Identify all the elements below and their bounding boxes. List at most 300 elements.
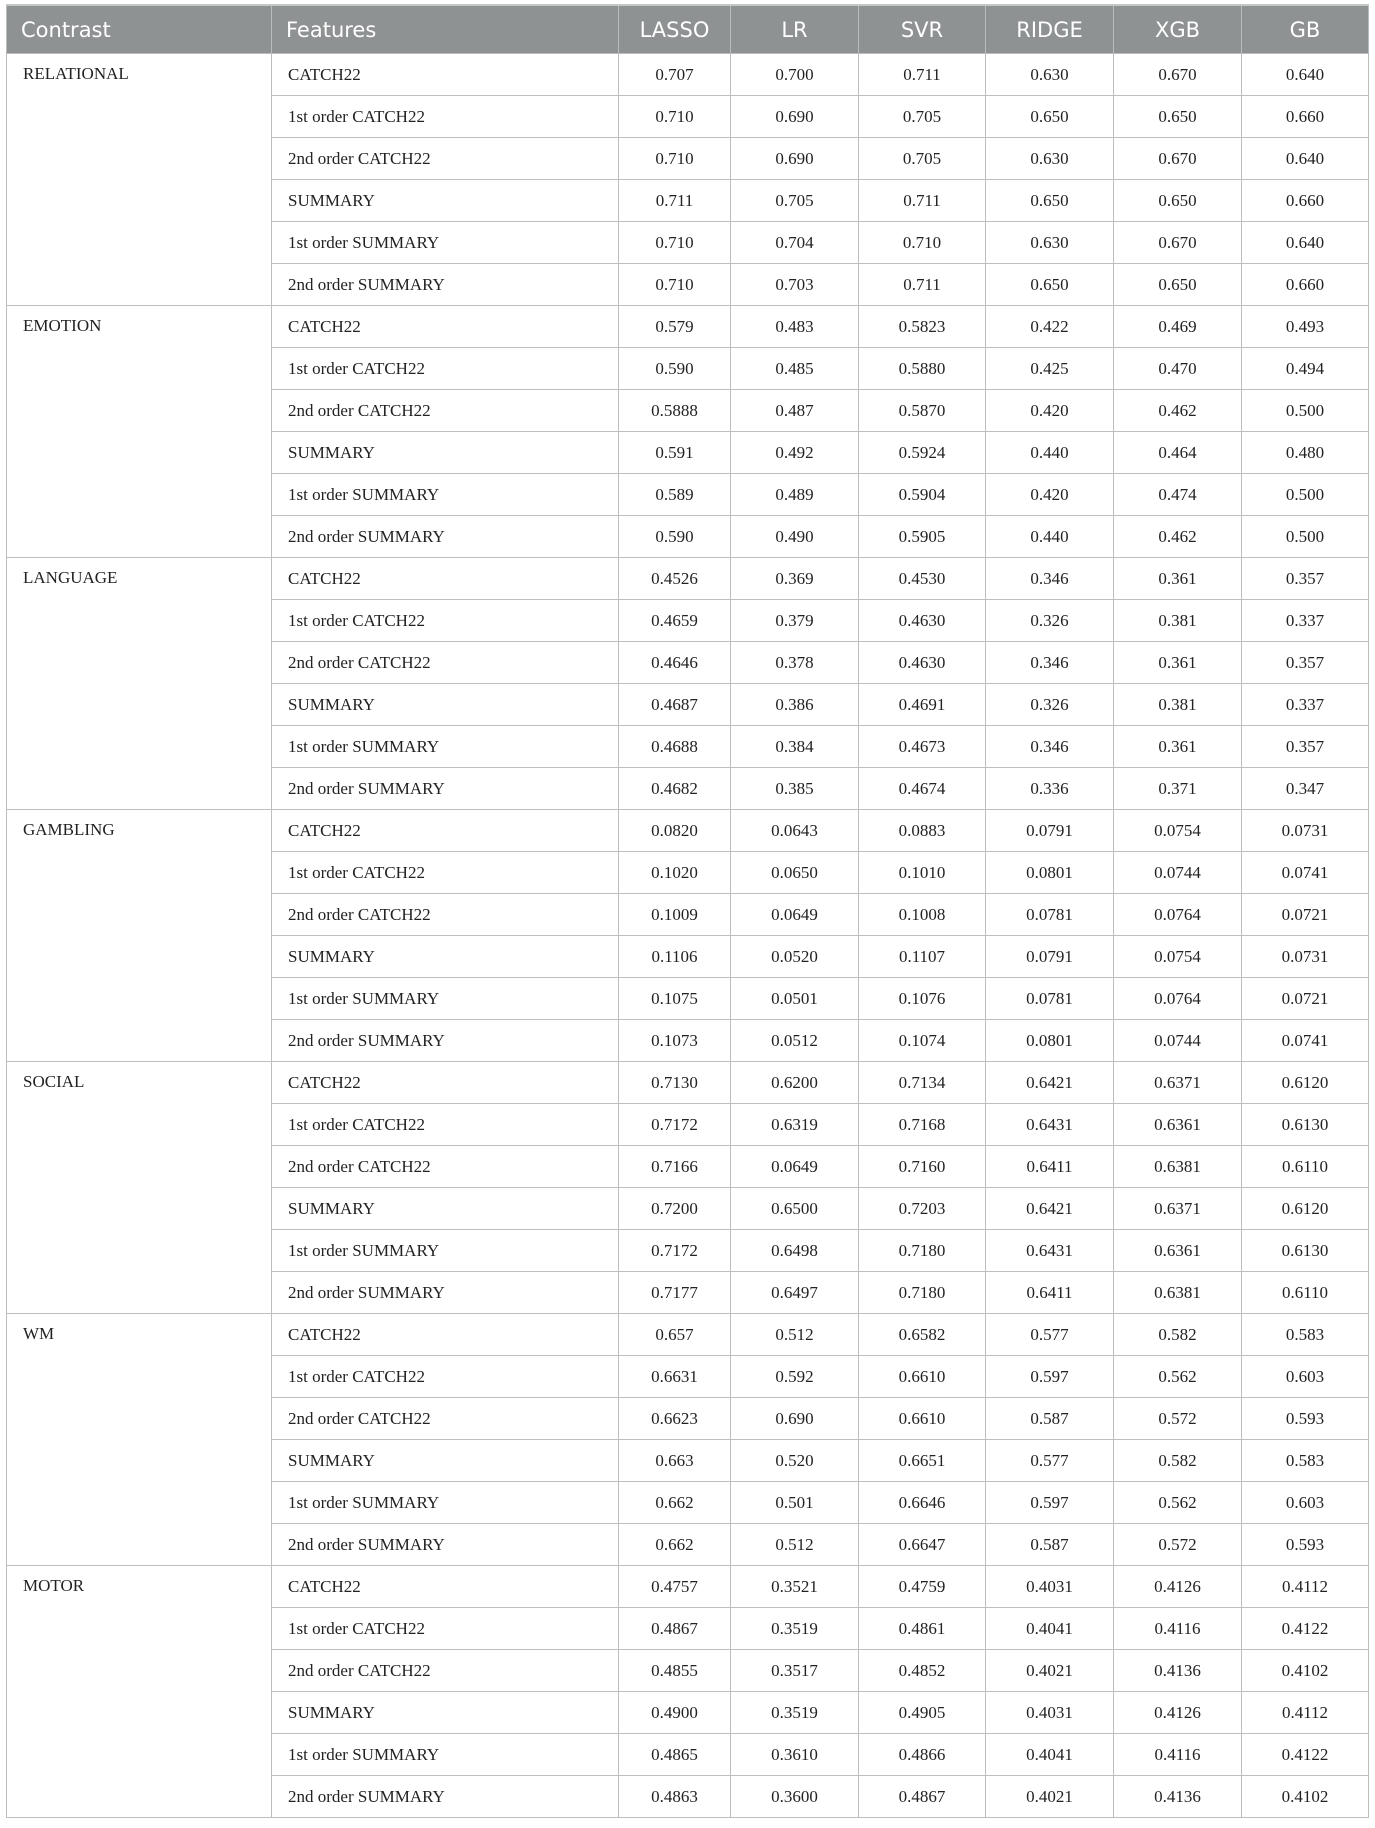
value-cell-ridge: 0.630 bbox=[986, 222, 1114, 264]
value-cell-lr: 0.0649 bbox=[731, 894, 859, 936]
feature-cell: SUMMARY bbox=[272, 1440, 619, 1482]
value-cell-gb: 0.6110 bbox=[1242, 1146, 1369, 1188]
value-cell-lasso: 0.1020 bbox=[619, 852, 731, 894]
value-cell-xgb: 0.371 bbox=[1114, 768, 1242, 810]
value-cell-svr: 0.4866 bbox=[859, 1734, 986, 1776]
value-cell-ridge: 0.336 bbox=[986, 768, 1114, 810]
value-cell-gb: 0.0731 bbox=[1242, 810, 1369, 852]
value-cell-ridge: 0.4021 bbox=[986, 1650, 1114, 1692]
feature-cell: SUMMARY bbox=[272, 1188, 619, 1230]
value-cell-lr: 0.512 bbox=[731, 1524, 859, 1566]
value-cell-lasso: 0.0820 bbox=[619, 810, 731, 852]
value-cell-svr: 0.6610 bbox=[859, 1356, 986, 1398]
value-cell-lasso: 0.663 bbox=[619, 1440, 731, 1482]
value-cell-ridge: 0.597 bbox=[986, 1482, 1114, 1524]
value-cell-ridge: 0.0781 bbox=[986, 978, 1114, 1020]
value-cell-gb: 0.640 bbox=[1242, 54, 1369, 96]
value-cell-svr: 0.6646 bbox=[859, 1482, 986, 1524]
feature-cell: 1st order CATCH22 bbox=[272, 1356, 619, 1398]
contrast-cell: GAMBLING bbox=[7, 810, 272, 1062]
feature-cell: 2nd order CATCH22 bbox=[272, 894, 619, 936]
value-cell-lasso: 0.710 bbox=[619, 264, 731, 306]
table-row bbox=[7, 1314, 1369, 1356]
value-cell-svr: 0.7180 bbox=[859, 1272, 986, 1314]
feature-cell: 2nd order SUMMARY bbox=[272, 1020, 619, 1062]
value-cell-gb: 0.0731 bbox=[1242, 936, 1369, 978]
feature-cell: 2nd order CATCH22 bbox=[272, 1398, 619, 1440]
value-cell-ridge: 0.0791 bbox=[986, 810, 1114, 852]
value-cell-svr: 0.7168 bbox=[859, 1104, 986, 1146]
value-cell-svr: 0.4759 bbox=[859, 1566, 986, 1608]
feature-cell: 1st order SUMMARY bbox=[272, 474, 619, 516]
value-cell-ridge: 0.4031 bbox=[986, 1566, 1114, 1608]
value-cell-lr: 0.490 bbox=[731, 516, 859, 558]
value-cell-gb: 0.494 bbox=[1242, 348, 1369, 390]
value-cell-gb: 0.593 bbox=[1242, 1398, 1369, 1440]
value-cell-ridge: 0.577 bbox=[986, 1440, 1114, 1482]
value-cell-gb: 0.0721 bbox=[1242, 978, 1369, 1020]
value-cell-xgb: 0.361 bbox=[1114, 726, 1242, 768]
value-cell-xgb: 0.361 bbox=[1114, 558, 1242, 600]
value-cell-lr: 0.6498 bbox=[731, 1230, 859, 1272]
value-cell-xgb: 0.6381 bbox=[1114, 1146, 1242, 1188]
value-cell-svr: 0.5870 bbox=[859, 390, 986, 432]
value-cell-lasso: 0.1075 bbox=[619, 978, 731, 1020]
value-cell-lr: 0.6200 bbox=[731, 1062, 859, 1104]
value-cell-lr: 0.384 bbox=[731, 726, 859, 768]
contrast-cell: EMOTION bbox=[7, 306, 272, 558]
feature-cell: 2nd order CATCH22 bbox=[272, 390, 619, 432]
column-header-xgb: XGB bbox=[1114, 5, 1242, 54]
value-cell-lasso: 0.4526 bbox=[619, 558, 731, 600]
feature-cell: SUMMARY bbox=[272, 432, 619, 474]
value-cell-xgb: 0.572 bbox=[1114, 1524, 1242, 1566]
table-row bbox=[7, 1062, 1369, 1104]
value-cell-lasso: 0.579 bbox=[619, 306, 731, 348]
feature-cell: 2nd order CATCH22 bbox=[272, 642, 619, 684]
value-cell-lasso: 0.5888 bbox=[619, 390, 731, 432]
column-header-lasso: LASSO bbox=[619, 5, 731, 54]
value-cell-lasso: 0.710 bbox=[619, 222, 731, 264]
column-header-contrast: Contrast bbox=[7, 5, 272, 54]
value-cell-xgb: 0.6371 bbox=[1114, 1062, 1242, 1104]
value-cell-lasso: 0.4646 bbox=[619, 642, 731, 684]
value-cell-ridge: 0.420 bbox=[986, 474, 1114, 516]
feature-cell: CATCH22 bbox=[272, 1314, 619, 1356]
value-cell-xgb: 0.6371 bbox=[1114, 1188, 1242, 1230]
feature-cell: CATCH22 bbox=[272, 810, 619, 852]
value-cell-ridge: 0.0791 bbox=[986, 936, 1114, 978]
value-cell-ridge: 0.420 bbox=[986, 390, 1114, 432]
value-cell-xgb: 0.0764 bbox=[1114, 978, 1242, 1020]
value-cell-xgb: 0.4136 bbox=[1114, 1776, 1242, 1818]
value-cell-lr: 0.520 bbox=[731, 1440, 859, 1482]
value-cell-svr: 0.711 bbox=[859, 180, 986, 222]
value-cell-xgb: 0.650 bbox=[1114, 180, 1242, 222]
feature-cell: 1st order CATCH22 bbox=[272, 96, 619, 138]
contrast-cell: LANGUAGE bbox=[7, 558, 272, 810]
value-cell-lasso: 0.4900 bbox=[619, 1692, 731, 1734]
value-cell-lr: 0.483 bbox=[731, 306, 859, 348]
value-cell-xgb: 0.562 bbox=[1114, 1482, 1242, 1524]
value-cell-gb: 0.357 bbox=[1242, 642, 1369, 684]
value-cell-lasso: 0.589 bbox=[619, 474, 731, 516]
value-cell-gb: 0.583 bbox=[1242, 1314, 1369, 1356]
value-cell-lr: 0.700 bbox=[731, 54, 859, 96]
value-cell-lr: 0.6500 bbox=[731, 1188, 859, 1230]
value-cell-gb: 0.6120 bbox=[1242, 1188, 1369, 1230]
table-body bbox=[7, 54, 1369, 1818]
value-cell-gb: 0.6130 bbox=[1242, 1104, 1369, 1146]
table-row bbox=[7, 810, 1369, 852]
value-cell-lasso: 0.4659 bbox=[619, 600, 731, 642]
value-cell-gb: 0.4112 bbox=[1242, 1566, 1369, 1608]
feature-cell: 2nd order SUMMARY bbox=[272, 1524, 619, 1566]
value-cell-gb: 0.480 bbox=[1242, 432, 1369, 474]
value-cell-svr: 0.4905 bbox=[859, 1692, 986, 1734]
value-cell-lasso: 0.1073 bbox=[619, 1020, 731, 1062]
value-cell-lr: 0.512 bbox=[731, 1314, 859, 1356]
contrast-cell: MOTOR bbox=[7, 1566, 272, 1818]
value-cell-lasso: 0.710 bbox=[619, 138, 731, 180]
value-cell-gb: 0.6130 bbox=[1242, 1230, 1369, 1272]
value-cell-svr: 0.0883 bbox=[859, 810, 986, 852]
value-cell-lasso: 0.6623 bbox=[619, 1398, 731, 1440]
value-cell-lasso: 0.6631 bbox=[619, 1356, 731, 1398]
value-cell-ridge: 0.6421 bbox=[986, 1188, 1114, 1230]
value-cell-gb: 0.500 bbox=[1242, 390, 1369, 432]
value-cell-gb: 0.0741 bbox=[1242, 1020, 1369, 1062]
value-cell-gb: 0.640 bbox=[1242, 138, 1369, 180]
value-cell-ridge: 0.650 bbox=[986, 264, 1114, 306]
value-cell-lr: 0.492 bbox=[731, 432, 859, 474]
value-cell-lasso: 0.591 bbox=[619, 432, 731, 474]
value-cell-svr: 0.4673 bbox=[859, 726, 986, 768]
value-cell-lr: 0.704 bbox=[731, 222, 859, 264]
value-cell-svr: 0.5905 bbox=[859, 516, 986, 558]
value-cell-gb: 0.0721 bbox=[1242, 894, 1369, 936]
value-cell-ridge: 0.6411 bbox=[986, 1146, 1114, 1188]
value-cell-ridge: 0.6421 bbox=[986, 1062, 1114, 1104]
value-cell-ridge: 0.346 bbox=[986, 642, 1114, 684]
value-cell-lr: 0.6319 bbox=[731, 1104, 859, 1146]
value-cell-gb: 0.337 bbox=[1242, 600, 1369, 642]
value-cell-ridge: 0.0781 bbox=[986, 894, 1114, 936]
feature-cell: SUMMARY bbox=[272, 936, 619, 978]
value-cell-ridge: 0.587 bbox=[986, 1398, 1114, 1440]
column-header-svr: SVR bbox=[859, 5, 986, 54]
value-cell-svr: 0.4630 bbox=[859, 600, 986, 642]
value-cell-lr: 0.690 bbox=[731, 96, 859, 138]
feature-cell: SUMMARY bbox=[272, 180, 619, 222]
value-cell-lasso: 0.7172 bbox=[619, 1104, 731, 1146]
value-cell-gb: 0.337 bbox=[1242, 684, 1369, 726]
table-row bbox=[7, 54, 1369, 96]
value-cell-lasso: 0.7130 bbox=[619, 1062, 731, 1104]
value-cell-lr: 0.690 bbox=[731, 1398, 859, 1440]
value-cell-svr: 0.5880 bbox=[859, 348, 986, 390]
value-cell-gb: 0.4122 bbox=[1242, 1608, 1369, 1650]
value-cell-ridge: 0.650 bbox=[986, 96, 1114, 138]
value-cell-gb: 0.603 bbox=[1242, 1356, 1369, 1398]
value-cell-lr: 0.0512 bbox=[731, 1020, 859, 1062]
feature-cell: 1st order CATCH22 bbox=[272, 1104, 619, 1146]
value-cell-lasso: 0.4757 bbox=[619, 1566, 731, 1608]
value-cell-xgb: 0.0754 bbox=[1114, 936, 1242, 978]
feature-cell: 1st order SUMMARY bbox=[272, 1482, 619, 1524]
value-cell-xgb: 0.0764 bbox=[1114, 894, 1242, 936]
value-cell-lasso: 0.4688 bbox=[619, 726, 731, 768]
feature-cell: 2nd order CATCH22 bbox=[272, 138, 619, 180]
value-cell-xgb: 0.6381 bbox=[1114, 1272, 1242, 1314]
value-cell-svr: 0.4691 bbox=[859, 684, 986, 726]
value-cell-xgb: 0.650 bbox=[1114, 96, 1242, 138]
contrast-cell: WM bbox=[7, 1314, 272, 1566]
value-cell-lr: 0.0501 bbox=[731, 978, 859, 1020]
feature-cell: 2nd order SUMMARY bbox=[272, 768, 619, 810]
value-cell-svr: 0.711 bbox=[859, 264, 986, 306]
feature-cell: 1st order SUMMARY bbox=[272, 978, 619, 1020]
value-cell-ridge: 0.630 bbox=[986, 54, 1114, 96]
value-cell-xgb: 0.670 bbox=[1114, 54, 1242, 96]
value-cell-lasso: 0.4863 bbox=[619, 1776, 731, 1818]
value-cell-lr: 0.3519 bbox=[731, 1608, 859, 1650]
feature-cell: CATCH22 bbox=[272, 1566, 619, 1608]
feature-cell: 2nd order SUMMARY bbox=[272, 1272, 619, 1314]
value-cell-svr: 0.711 bbox=[859, 54, 986, 96]
feature-cell: 1st order CATCH22 bbox=[272, 1608, 619, 1650]
column-header-lr: LR bbox=[731, 5, 859, 54]
value-cell-lr: 0.378 bbox=[731, 642, 859, 684]
feature-cell: CATCH22 bbox=[272, 54, 619, 96]
value-cell-gb: 0.583 bbox=[1242, 1440, 1369, 1482]
value-cell-gb: 0.6120 bbox=[1242, 1062, 1369, 1104]
value-cell-svr: 0.1074 bbox=[859, 1020, 986, 1062]
value-cell-gb: 0.357 bbox=[1242, 558, 1369, 600]
value-cell-svr: 0.6651 bbox=[859, 1440, 986, 1482]
value-cell-lr: 0.705 bbox=[731, 180, 859, 222]
value-cell-lr: 0.501 bbox=[731, 1482, 859, 1524]
value-cell-svr: 0.1107 bbox=[859, 936, 986, 978]
feature-cell: 1st order SUMMARY bbox=[272, 726, 619, 768]
value-cell-ridge: 0.650 bbox=[986, 180, 1114, 222]
value-cell-lasso: 0.7177 bbox=[619, 1272, 731, 1314]
value-cell-lasso: 0.707 bbox=[619, 54, 731, 96]
value-cell-gb: 0.500 bbox=[1242, 516, 1369, 558]
value-cell-ridge: 0.326 bbox=[986, 600, 1114, 642]
value-cell-lr: 0.0649 bbox=[731, 1146, 859, 1188]
value-cell-svr: 0.1008 bbox=[859, 894, 986, 936]
feature-cell: 2nd order SUMMARY bbox=[272, 1776, 619, 1818]
value-cell-svr: 0.6647 bbox=[859, 1524, 986, 1566]
value-cell-xgb: 0.0754 bbox=[1114, 810, 1242, 852]
value-cell-ridge: 0.6411 bbox=[986, 1272, 1114, 1314]
feature-cell: CATCH22 bbox=[272, 1062, 619, 1104]
value-cell-gb: 0.660 bbox=[1242, 264, 1369, 306]
value-cell-gb: 0.0741 bbox=[1242, 852, 1369, 894]
value-cell-svr: 0.710 bbox=[859, 222, 986, 264]
feature-cell: CATCH22 bbox=[272, 306, 619, 348]
value-cell-svr: 0.705 bbox=[859, 138, 986, 180]
value-cell-lr: 0.0650 bbox=[731, 852, 859, 894]
value-cell-ridge: 0.422 bbox=[986, 306, 1114, 348]
value-cell-xgb: 0.582 bbox=[1114, 1314, 1242, 1356]
feature-cell: 1st order CATCH22 bbox=[272, 852, 619, 894]
value-cell-xgb: 0.0744 bbox=[1114, 1020, 1242, 1062]
value-cell-lr: 0.489 bbox=[731, 474, 859, 516]
value-cell-xgb: 0.462 bbox=[1114, 516, 1242, 558]
results-table bbox=[6, 4, 1369, 1818]
feature-cell: 2nd order CATCH22 bbox=[272, 1650, 619, 1692]
value-cell-svr: 0.7160 bbox=[859, 1146, 986, 1188]
value-cell-ridge: 0.4031 bbox=[986, 1692, 1114, 1734]
value-cell-lasso: 0.1106 bbox=[619, 936, 731, 978]
value-cell-xgb: 0.474 bbox=[1114, 474, 1242, 516]
column-header-features: Features bbox=[272, 5, 619, 54]
value-cell-svr: 0.5904 bbox=[859, 474, 986, 516]
table-row bbox=[7, 306, 1369, 348]
value-cell-lr: 0.0520 bbox=[731, 936, 859, 978]
value-cell-xgb: 0.4116 bbox=[1114, 1608, 1242, 1650]
value-cell-ridge: 0.6431 bbox=[986, 1104, 1114, 1146]
value-cell-gb: 0.347 bbox=[1242, 768, 1369, 810]
value-cell-xgb: 0.562 bbox=[1114, 1356, 1242, 1398]
value-cell-xgb: 0.361 bbox=[1114, 642, 1242, 684]
value-cell-svr: 0.5924 bbox=[859, 432, 986, 474]
value-cell-lr: 0.3519 bbox=[731, 1692, 859, 1734]
value-cell-gb: 0.4102 bbox=[1242, 1650, 1369, 1692]
value-cell-svr: 0.4630 bbox=[859, 642, 986, 684]
value-cell-lr: 0.379 bbox=[731, 600, 859, 642]
value-cell-gb: 0.660 bbox=[1242, 96, 1369, 138]
feature-cell: 2nd order SUMMARY bbox=[272, 264, 619, 306]
value-cell-lasso: 0.7200 bbox=[619, 1188, 731, 1230]
value-cell-ridge: 0.597 bbox=[986, 1356, 1114, 1398]
value-cell-gb: 0.4102 bbox=[1242, 1776, 1369, 1818]
value-cell-lasso: 0.4855 bbox=[619, 1650, 731, 1692]
value-cell-gb: 0.6110 bbox=[1242, 1272, 1369, 1314]
value-cell-xgb: 0.381 bbox=[1114, 600, 1242, 642]
value-cell-lr: 0.386 bbox=[731, 684, 859, 726]
value-cell-ridge: 0.6431 bbox=[986, 1230, 1114, 1272]
table-row bbox=[7, 1566, 1369, 1608]
feature-cell: 1st order SUMMARY bbox=[272, 1230, 619, 1272]
feature-cell: 1st order CATCH22 bbox=[272, 348, 619, 390]
feature-cell: 2nd order SUMMARY bbox=[272, 516, 619, 558]
feature-cell: 1st order SUMMARY bbox=[272, 222, 619, 264]
value-cell-xgb: 0.670 bbox=[1114, 222, 1242, 264]
value-cell-ridge: 0.440 bbox=[986, 432, 1114, 474]
value-cell-lr: 0.3610 bbox=[731, 1734, 859, 1776]
value-cell-lr: 0.592 bbox=[731, 1356, 859, 1398]
value-cell-xgb: 0.4136 bbox=[1114, 1650, 1242, 1692]
value-cell-ridge: 0.326 bbox=[986, 684, 1114, 726]
feature-cell: 2nd order CATCH22 bbox=[272, 1146, 619, 1188]
value-cell-svr: 0.4674 bbox=[859, 768, 986, 810]
value-cell-gb: 0.593 bbox=[1242, 1524, 1369, 1566]
header-row bbox=[7, 5, 1369, 54]
value-cell-xgb: 0.650 bbox=[1114, 264, 1242, 306]
value-cell-ridge: 0.425 bbox=[986, 348, 1114, 390]
feature-cell: SUMMARY bbox=[272, 1692, 619, 1734]
value-cell-ridge: 0.440 bbox=[986, 516, 1114, 558]
value-cell-xgb: 0.670 bbox=[1114, 138, 1242, 180]
value-cell-lr: 0.3600 bbox=[731, 1776, 859, 1818]
feature-cell: CATCH22 bbox=[272, 558, 619, 600]
value-cell-svr: 0.4530 bbox=[859, 558, 986, 600]
value-cell-lasso: 0.662 bbox=[619, 1524, 731, 1566]
value-cell-svr: 0.705 bbox=[859, 96, 986, 138]
value-cell-xgb: 0.0744 bbox=[1114, 852, 1242, 894]
value-cell-xgb: 0.6361 bbox=[1114, 1230, 1242, 1272]
value-cell-xgb: 0.582 bbox=[1114, 1440, 1242, 1482]
value-cell-lasso: 0.711 bbox=[619, 180, 731, 222]
value-cell-ridge: 0.587 bbox=[986, 1524, 1114, 1566]
value-cell-gb: 0.660 bbox=[1242, 180, 1369, 222]
value-cell-svr: 0.7134 bbox=[859, 1062, 986, 1104]
value-cell-gb: 0.357 bbox=[1242, 726, 1369, 768]
value-cell-ridge: 0.0801 bbox=[986, 1020, 1114, 1062]
value-cell-xgb: 0.4116 bbox=[1114, 1734, 1242, 1776]
value-cell-lasso: 0.590 bbox=[619, 348, 731, 390]
value-cell-ridge: 0.346 bbox=[986, 558, 1114, 600]
value-cell-gb: 0.603 bbox=[1242, 1482, 1369, 1524]
value-cell-svr: 0.6610 bbox=[859, 1398, 986, 1440]
value-cell-lasso: 0.710 bbox=[619, 96, 731, 138]
value-cell-gb: 0.4112 bbox=[1242, 1692, 1369, 1734]
value-cell-svr: 0.1076 bbox=[859, 978, 986, 1020]
feature-cell: 1st order SUMMARY bbox=[272, 1734, 619, 1776]
value-cell-svr: 0.6582 bbox=[859, 1314, 986, 1356]
value-cell-lr: 0.0643 bbox=[731, 810, 859, 852]
value-cell-lr: 0.485 bbox=[731, 348, 859, 390]
value-cell-lr: 0.385 bbox=[731, 768, 859, 810]
value-cell-svr: 0.5823 bbox=[859, 306, 986, 348]
value-cell-gb: 0.493 bbox=[1242, 306, 1369, 348]
value-cell-ridge: 0.346 bbox=[986, 726, 1114, 768]
value-cell-lr: 0.487 bbox=[731, 390, 859, 432]
column-header-ridge: RIDGE bbox=[986, 5, 1114, 54]
value-cell-ridge: 0.4041 bbox=[986, 1734, 1114, 1776]
value-cell-xgb: 0.572 bbox=[1114, 1398, 1242, 1440]
column-header-gb: GB bbox=[1242, 5, 1369, 54]
value-cell-svr: 0.7180 bbox=[859, 1230, 986, 1272]
value-cell-xgb: 0.464 bbox=[1114, 432, 1242, 474]
value-cell-svr: 0.7203 bbox=[859, 1188, 986, 1230]
value-cell-lasso: 0.662 bbox=[619, 1482, 731, 1524]
value-cell-svr: 0.4867 bbox=[859, 1776, 986, 1818]
value-cell-lasso: 0.4682 bbox=[619, 768, 731, 810]
value-cell-lr: 0.703 bbox=[731, 264, 859, 306]
value-cell-lr: 0.690 bbox=[731, 138, 859, 180]
value-cell-ridge: 0.577 bbox=[986, 1314, 1114, 1356]
value-cell-ridge: 0.0801 bbox=[986, 852, 1114, 894]
value-cell-lasso: 0.4865 bbox=[619, 1734, 731, 1776]
value-cell-gb: 0.4122 bbox=[1242, 1734, 1369, 1776]
value-cell-ridge: 0.4041 bbox=[986, 1608, 1114, 1650]
value-cell-xgb: 0.4126 bbox=[1114, 1692, 1242, 1734]
value-cell-xgb: 0.462 bbox=[1114, 390, 1242, 432]
value-cell-lasso: 0.657 bbox=[619, 1314, 731, 1356]
value-cell-xgb: 0.6361 bbox=[1114, 1104, 1242, 1146]
table-row bbox=[7, 558, 1369, 600]
value-cell-lasso: 0.1009 bbox=[619, 894, 731, 936]
value-cell-lr: 0.369 bbox=[731, 558, 859, 600]
value-cell-lasso: 0.4867 bbox=[619, 1608, 731, 1650]
value-cell-svr: 0.1010 bbox=[859, 852, 986, 894]
value-cell-lasso: 0.4687 bbox=[619, 684, 731, 726]
value-cell-xgb: 0.4126 bbox=[1114, 1566, 1242, 1608]
